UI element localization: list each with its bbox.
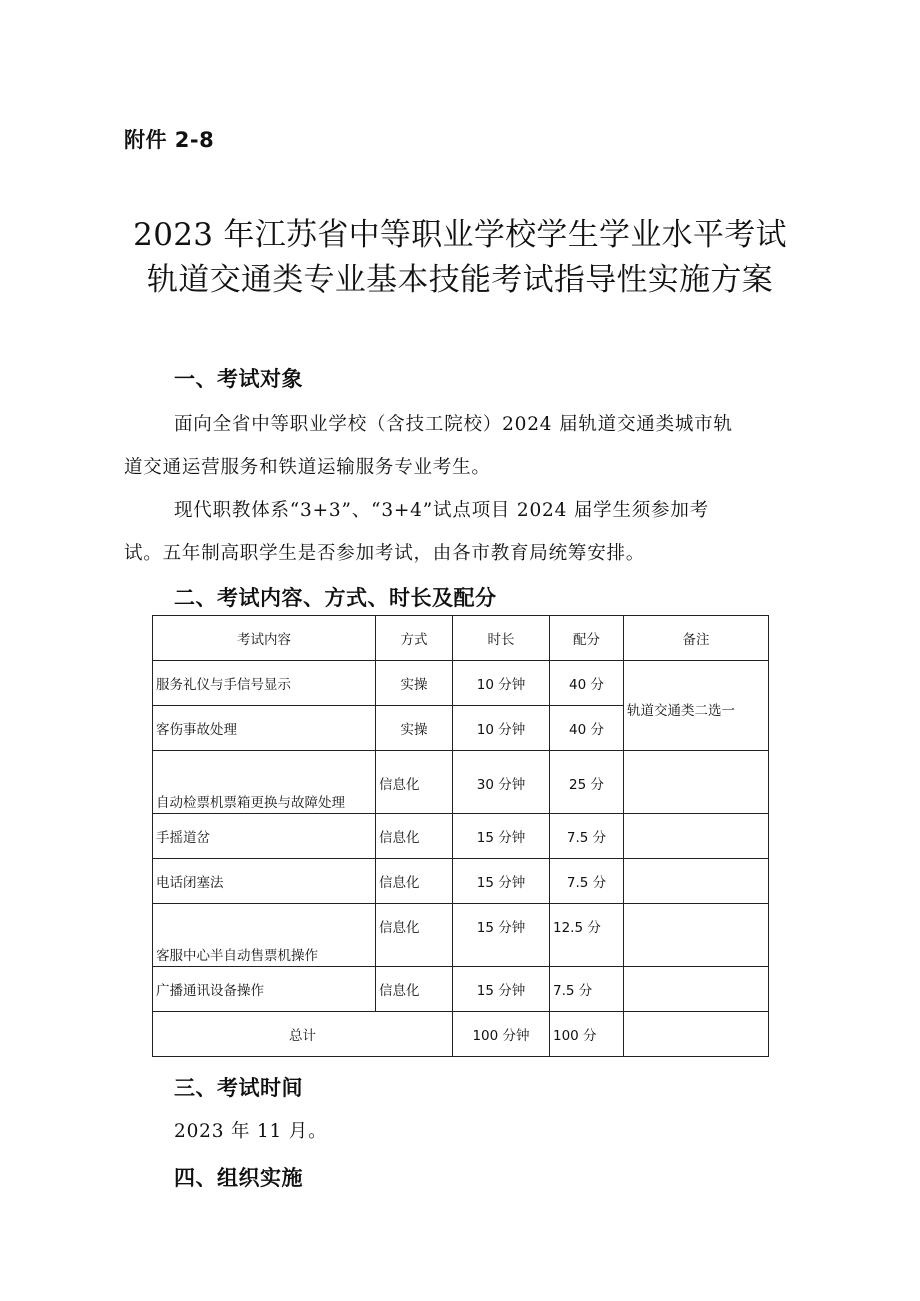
header-remark: 备注 <box>624 616 769 661</box>
cell-method: 信息化 <box>376 859 453 904</box>
cell-total-score: 100 分 <box>550 1012 624 1057</box>
cell-score: 40 分 <box>550 706 624 751</box>
table-row <box>153 751 769 814</box>
header-score: 配分 <box>550 616 624 661</box>
document-title-line1: 2023 年江苏省中等职业学校学生学业水平考试 <box>133 217 787 253</box>
document-title-line2: 轨道交通类专业基本技能考试指导性实施方案 <box>147 262 773 298</box>
table-row <box>153 814 769 859</box>
cell-content: 服务礼仪与手信号显示 <box>153 661 376 706</box>
cell-remark-empty <box>624 904 769 967</box>
cell-score: 40 分 <box>550 661 624 706</box>
header-content: 考试内容 <box>153 616 376 661</box>
cell-score: 25 分 <box>550 751 624 814</box>
section-1-para1-line2: 道交通运营服务和铁道运输服务专业考生。 <box>124 457 491 478</box>
cell-duration: 15 分钟 <box>453 904 550 967</box>
table-total-row <box>153 1012 769 1057</box>
cell-remark-empty <box>624 967 769 1012</box>
cell-content: 手摇道岔 <box>153 814 376 859</box>
cell-total-duration: 100 分钟 <box>453 1012 550 1057</box>
cell-score: 7.5 分 <box>550 859 624 904</box>
section-2-heading: 二、考试内容、方式、时长及配分 <box>174 586 497 610</box>
cell-total-label: 总计 <box>153 1012 453 1057</box>
cell-content: 客伤事故处理 <box>153 706 376 751</box>
cell-method: 实操 <box>376 706 453 751</box>
cell-remark-merged: 轨道交通类二选一 <box>624 661 769 751</box>
section-4-heading: 四、组织实施 <box>174 1166 303 1190</box>
table-row <box>153 661 769 706</box>
cell-duration: 10 分钟 <box>453 661 550 706</box>
cell-duration: 10 分钟 <box>453 706 550 751</box>
cell-score: 7.5 分 <box>550 814 624 859</box>
cell-method: 信息化 <box>376 967 453 1012</box>
section-1-heading: 一、考试对象 <box>174 367 303 391</box>
cell-score: 7.5 分 <box>550 967 624 1012</box>
cell-score: 12.5 分 <box>550 904 624 967</box>
cell-remark-empty <box>624 859 769 904</box>
section-3-text: 2023 年 11 月。 <box>174 1121 328 1142</box>
cell-content: 电话闭塞法 <box>153 859 376 904</box>
cell-method: 实操 <box>376 661 453 706</box>
cell-duration: 30 分钟 <box>453 751 550 814</box>
header-method: 方式 <box>376 616 453 661</box>
table-row <box>153 904 769 967</box>
cell-duration: 15 分钟 <box>453 967 550 1012</box>
cell-duration: 15 分钟 <box>453 859 550 904</box>
cell-method: 信息化 <box>376 904 453 967</box>
section-1-para2-line1: 现代职教体系“3+3”、“3+4”试点项目 2024 届学生须参加考 <box>174 500 709 521</box>
cell-method: 信息化 <box>376 814 453 859</box>
cell-content: 客服中心半自动售票机操作 <box>153 904 376 967</box>
cell-method: 信息化 <box>376 751 453 814</box>
cell-remark-empty <box>624 814 769 859</box>
cell-remark-empty <box>624 1012 769 1057</box>
cell-content: 广播通讯设备操作 <box>153 967 376 1012</box>
attachment-label: 附件 2-8 <box>124 128 215 152</box>
section-1-para2-line2: 试。五年制高职学生是否参加考试，由各市教育局统筹安排。 <box>124 543 646 564</box>
exam-table <box>152 615 769 1057</box>
cell-duration: 15 分钟 <box>453 814 550 859</box>
table-header-row <box>153 616 769 661</box>
header-duration: 时长 <box>453 616 550 661</box>
cell-remark-empty <box>624 751 769 814</box>
section-1-para1-line1: 面向全省中等职业学校（含技工院校）2024 届轨道交通类城市轨 <box>174 414 733 435</box>
section-3-heading: 三、考试时间 <box>174 1076 303 1100</box>
table-row <box>153 967 769 1012</box>
cell-content: 自动检票机票箱更换与故障处理 <box>153 751 376 814</box>
table-row <box>153 859 769 904</box>
